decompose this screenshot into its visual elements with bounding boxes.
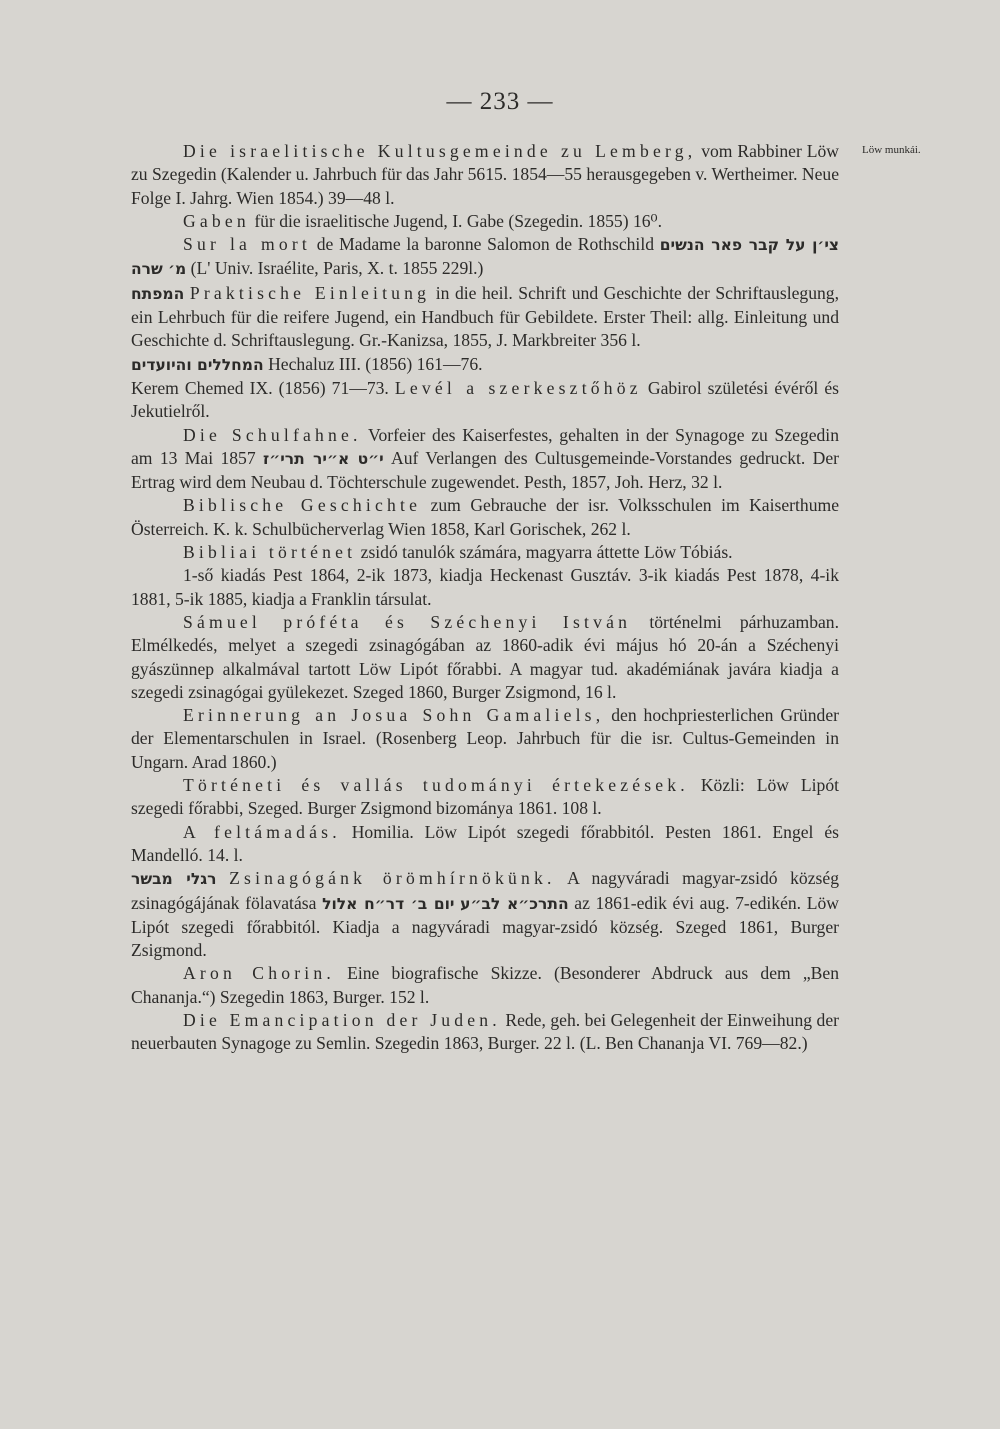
hebrew-title: המפתח	[131, 284, 185, 303]
bibliography-entry	[131, 611, 839, 704]
bibliography-entry	[131, 774, 839, 821]
entry-text: vom Rabbiner Löw zu Szegedin (Kalender u. Jahrbuch für das Jahr 5615. 1854—55 herausgegeben v. Wertheimer. Neue Folge I. Jahrg. Wien 1854.) 39—48 l.	[131, 141, 839, 208]
entry-text: Rede, geh. bei Gelegenheit der Einweihung der neuerbauten Synagoge zu Semlin. Szegedin 1863, Burger. 22 l. (L. Ben Chananja VI. 769—82.)	[131, 1009, 839, 1054]
entry-text: Vorfeier des Kaiserfestes, gehalten in der Synagoge zu Szegedin am 13 Mai 1857	[131, 424, 839, 468]
bibliography-entry	[131, 140, 839, 210]
bibliography-entry	[131, 233, 839, 282]
hebrew-title: המחללים והיועדים	[131, 355, 264, 374]
entry-title: Bibliai történet	[183, 542, 357, 563]
entry-text: Eine biografische Skizze. (Besonderer Abdruck aus dem „Ben Chananja.“) Szegedin 1863, Burger. 152 l.	[131, 963, 839, 1007]
entry-title: Gaben	[183, 210, 250, 231]
entry-text: az 1861-edik évi aug. 7-edikén. Löw Lipót szegedi főrabbitól. Kiadja a nagyváradi magyar-zsidó község. Szeged 1861, Burger Zsigmond.	[131, 892, 839, 961]
bibliography-entry	[131, 704, 839, 774]
hebrew-title: צי׳ן על קבר פאר הנשים מ׳ שרה	[131, 236, 839, 279]
entry-text: Gabirol születési évéről és Jekutielről.	[131, 377, 840, 422]
bibliography-entry	[131, 1009, 839, 1056]
bibliography-entry	[131, 867, 839, 962]
entry-text: für die israelitische Jugend, I. Gabe (Szegedin. 1855) 16⁰.	[254, 210, 663, 231]
entry-title: A feltámadás.	[183, 821, 341, 842]
entry-title: Sur la mort	[183, 234, 312, 255]
bibliography-entry	[131, 962, 839, 1009]
entry-text: 1-ső kiadás Pest 1864, 2-ik 1873, kiadja Heckenast Gusztáv. 3-ik kiadás Pest 1878, 4-ik 1881, 5-ik 1885, kiadja a Franklin társulat.	[131, 565, 839, 609]
entry-title: Biblische Geschichte	[183, 495, 422, 516]
entry-text: in die heil. Schrift und Geschichte der Schriftauslegung, ein Lehrbuch für die reifere Jugend, ein Handbuch für Gebildete. Erster Theil: allg. Einleitung und Geschichte d. Schriftauslegung. Gr.-Kanizsa, 1855, J. Markbreiter 356 l.	[131, 282, 839, 351]
entry-title: Die Schulfahne.	[183, 424, 362, 445]
bibliography-entry	[131, 821, 839, 868]
bibliography-list	[131, 140, 839, 1056]
bibliography-entry	[131, 564, 839, 611]
entry-title: Die israelitische Kultusgemeinde zu Lemberg,	[183, 141, 697, 161]
entry-text: zsidó tanulók számára, magyarra áttette Löw Tóbiás.	[360, 542, 733, 563]
entry-text: den hochpriesterlichen Gründer der Elementarschulen in Israel. (Rosenberg Leop. Jahrbuch für die isr. Cultus-Gemeinden in Ungarn. Arad 1860.)	[131, 705, 839, 772]
entry-text: Homilia. Löw Lipót szegedi főrabbitól. Pesten 1861. Engel és Mandelló. 14. l.	[131, 821, 839, 865]
entry-text: Közli: Löw Lipót szegedi főrabbi, Szeged. Burger Zsigmond bizománya 1861. 108 l.	[131, 775, 840, 819]
entry-title: Praktische Einleitung	[189, 282, 431, 303]
hebrew-date: יום ב׳ דר״ח אלול	[322, 894, 455, 913]
bibliography-entry	[131, 541, 839, 564]
bibliography-entry	[131, 282, 839, 353]
entry-text: de Madame la baronne Salomon de Rothschild	[316, 234, 655, 255]
entry-title: Aron Chorin.	[183, 963, 335, 984]
entry-title: Levél a szerkesztőhöz	[394, 377, 642, 398]
entry-title: Die Emancipation der Juden.	[183, 1009, 501, 1030]
hebrew-date: התרכ״א לב״ע	[460, 894, 569, 913]
page-number: — 233 —	[446, 88, 554, 115]
hebrew-title: רגלי מבשר	[131, 870, 217, 889]
entry-text: (L' Univ. Israélite, Paris, X. t. 1855 229l.)	[190, 258, 484, 279]
entry-text: A nagyváradi magyar-zsidó község zsinagógájának fölavatása	[131, 868, 839, 913]
entry-title: Zsinagógánk örömhírnökünk.	[229, 868, 556, 889]
entry-title: Erinnerung an Josua Sohn Gamaliels,	[183, 705, 605, 726]
entry-text: történelmi párhuzamban. Elmélkedés, melyet a szegedi zsinagógában az 1860-adik évi május hó 20-án a Széchenyi gyászünnep alkalmával tartott Löw Lipót főrabbi. A magyar tud. akadémiának javára kiadja a szegedi zsinagógai gyülekezet. Szeged 1860, Burger Zsigmond, 16 l.	[131, 611, 839, 702]
bibliography-entry	[131, 210, 839, 233]
entry-text: Hechaluz III. (1856) 161—76.	[268, 353, 483, 374]
bibliography-entry	[131, 424, 839, 495]
entry-text: zum Gebrauche der isr. Volksschulen im Kaiserthume Österreich. K. k. Schulbücherverlag Wien 1858, Karl Gorischek, 262 l.	[131, 495, 839, 539]
margin-note: Löw munkái.	[862, 144, 921, 156]
entry-text: Auf Verlangen des Cultusgemeinde-Vorstandes gedruckt. Der Ertrag wird dem Neubau d. Töchterschule zugewendet. Pesth, 1857, Joh. Herz, 32 l.	[131, 447, 840, 493]
hebrew-date: י״ט א״יר תרי״ז	[263, 449, 384, 468]
entry-text: Kerem Chemed IX. (1856) 71—73.	[131, 377, 389, 398]
entry-title: Sámuel próféta és Széchenyi István	[183, 611, 632, 632]
bibliography-entry	[131, 494, 839, 541]
entry-title: Történeti és vallás tudományi értekezések.	[183, 775, 689, 796]
bibliography-entry	[131, 353, 839, 424]
